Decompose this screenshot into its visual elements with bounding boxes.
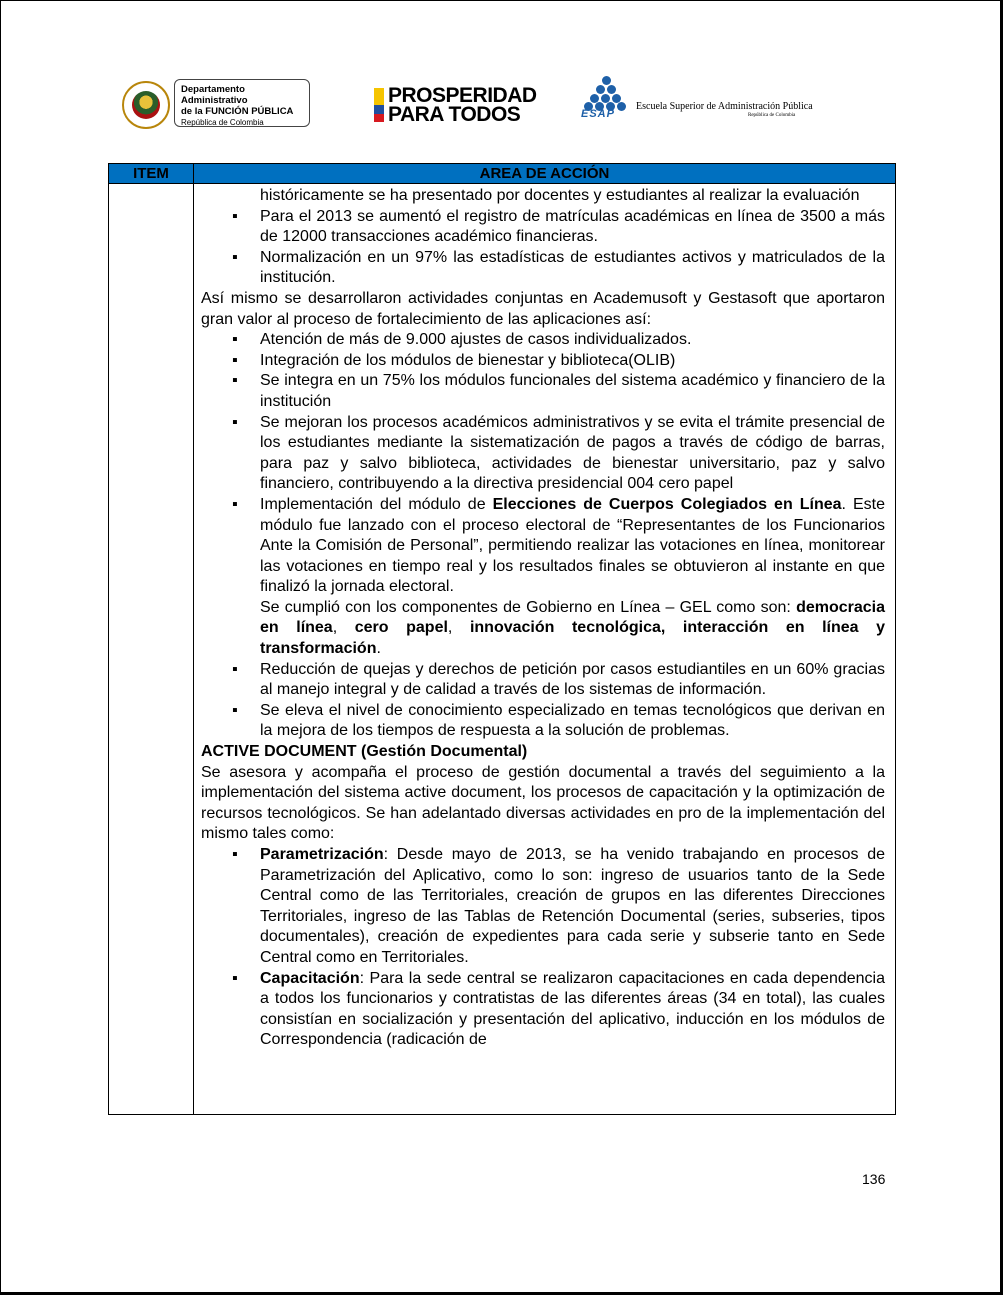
list-item [201,207,885,248]
prosperidad-line1: PROSPERIDAD [388,84,537,107]
list-item-bold: Parametrización [260,846,384,863]
funcion-publica-logo [122,79,312,131]
list-item [201,371,885,412]
bullet-icon: ▪ [232,969,238,987]
list-item-text: : Para la sede central se realizaron capacitaciones en cada dependencia a todos los funcionarios y contratistas de las diferentes áreas (34 en total), las cuales consistían en socialización y presentación del aplicativo, inducción en los módulos de Correspondencia (radicación de [260,969,885,1049]
paragraph: Así mismo se desarrollaron actividades conjuntas en Academusoft y Gestasoft que aportaron gran valor al proceso de fortalecimiento de las aplicaciones así: [201,289,885,328]
list-item [201,701,885,742]
fp-line2: de la FUNCIÓN PÚBLICA [181,106,294,117]
esap-acronym: ESAP [581,108,615,120]
list-item [201,969,885,1051]
list-item [201,351,885,372]
fp-line1: Departamento Administrativo [181,84,248,106]
list-item-text: Reducción de quejas y derechos de petición por casos estudiantiles en un 60% gracias al manejo integral y de calidad a través de los sistemas de información. [260,660,885,699]
table-header [109,164,895,184]
bullet-icon: ▪ [232,331,238,349]
esap-logo [580,76,813,124]
esap-name: Escuela Superior de Administración Pública [636,101,813,112]
list-item-text: Se mejoran los procesos académicos administrativos y se evita el trámite presencial de los estudiantes mediante la sistematización de pagos a través de código de barras, para paz y salvo biblioteca, actividades de bienestar universitario, paz y salvo financiero, contribuyendo a la directiva presidencial 004 cero papel [260,413,885,493]
bullet-icon: ▪ [232,660,238,678]
area-content [201,186,885,1051]
colombia-flag-icon [374,88,384,122]
list-item-text: Atención de más de 9.000 ajustes de casos individualizados. [260,331,692,349]
page-number: 136 [862,1171,886,1187]
list-item [201,248,885,289]
bullet-icon: ▪ [232,495,238,513]
list-item-text: Implementación del módulo de [260,495,493,513]
header-item: ITEM [109,164,194,183]
esap-dots-icon [580,76,634,110]
bullet-icon: ▪ [232,701,238,719]
bullet-icon: ▪ [232,413,238,431]
separator: , [332,619,355,637]
separator: , [447,619,470,637]
bullet-icon: ▪ [232,351,238,369]
list-item-text: : Desde mayo de 2013, se ha venido trabajando en procesos de Parametrización del Aplicativo, como lo son: ingreso de usuarios tanto de la Sede Central como de las Territoriales, creación de grupos en las diferentes Direcciones Territoriales, ingreso de las Tablas de Retención Documental (series, subseries, tipos documentales), creación de expedientes para cada serie y subserie tanto en Sede Central como en Territoriales. [260,846,885,966]
fp-line3: República de Colombia [181,118,264,127]
list-item-text: Integración de los módulos de bienestar y biblioteca(OLIB) [260,351,676,369]
list-item [201,330,885,351]
bullet-icon: ▪ [232,846,238,863]
paragraph: Se asesora y acompaña el proceso de gestión documental a través del seguimiento a la implementación del sistema active document, los procesos de capacitación y la optimización de recursos tecnológicos. Se han adelantado diversas actividades en pro de la implementación del mismo tales como: [201,763,885,843]
paragraph-continued: históricamente se ha presentado por docentes y estudiantes al realizar la evaluación [260,187,860,204]
period: . [376,640,381,658]
list-item-continuation [201,598,885,660]
gel-component: cero papel [354,619,448,637]
list-item [201,660,885,701]
prosperidad-text [388,86,537,124]
section-heading: ACTIVE DOCUMENT (Gestión Documental) [201,743,528,761]
list-item [201,845,885,969]
header-area: AREA DE ACCIÓN [479,165,610,182]
list-item-text: Para el 2013 se aumentó el registro de matrículas académicas en línea de 3500 a más de 12000 transacciones académico financieras. [260,207,885,246]
list-item-text: Se integra en un 75% los módulos funcionales del sistema académico y financiero de la institución [260,372,885,410]
list-item [201,413,885,495]
list-item [201,495,885,598]
colombia-seal-icon [122,81,170,129]
gel-component: democracia en línea [260,598,885,637]
list-item-bold: Capacitación [260,969,360,987]
column-divider [193,184,194,1114]
funcion-publica-box [174,79,310,127]
bullet-icon: ▪ [232,248,238,266]
esap-subtitle: República de Colombia [748,113,796,118]
list-item-text: Normalización en un 97% las estadísticas de estudiantes activos y matriculados de la institución. [260,248,885,287]
bullet-icon: ▪ [232,372,238,390]
prosperidad-line2: PARA TODOS [388,103,521,126]
continuation-text: Se cumplió con los componentes de Gobierno en Línea – GEL como son: [260,598,797,616]
list-item-text: . Este módulo fue lanzado con el proceso electoral de “Representantes de los Funcionarios Ante la Comisión de Personal”, permitiendo realizar las votaciones en línea, monitorear las votaciones en tiempo real y los resultados finales se obtuvieron al instante en que finalizó la jornada electoral. [260,495,886,596]
list-item-bold: Elecciones de Cuerpos Colegiados en Línea [492,495,842,513]
gel-component: innovación tecnológica, interacción en línea y transformación [260,619,886,658]
list-item-text: Se eleva el nivel de conocimiento especializado en temas tecnológicos que derivan en la mejora de los tiempos de respuesta a la solución de problemas. [260,701,885,740]
bullet-icon: ▪ [232,207,238,225]
